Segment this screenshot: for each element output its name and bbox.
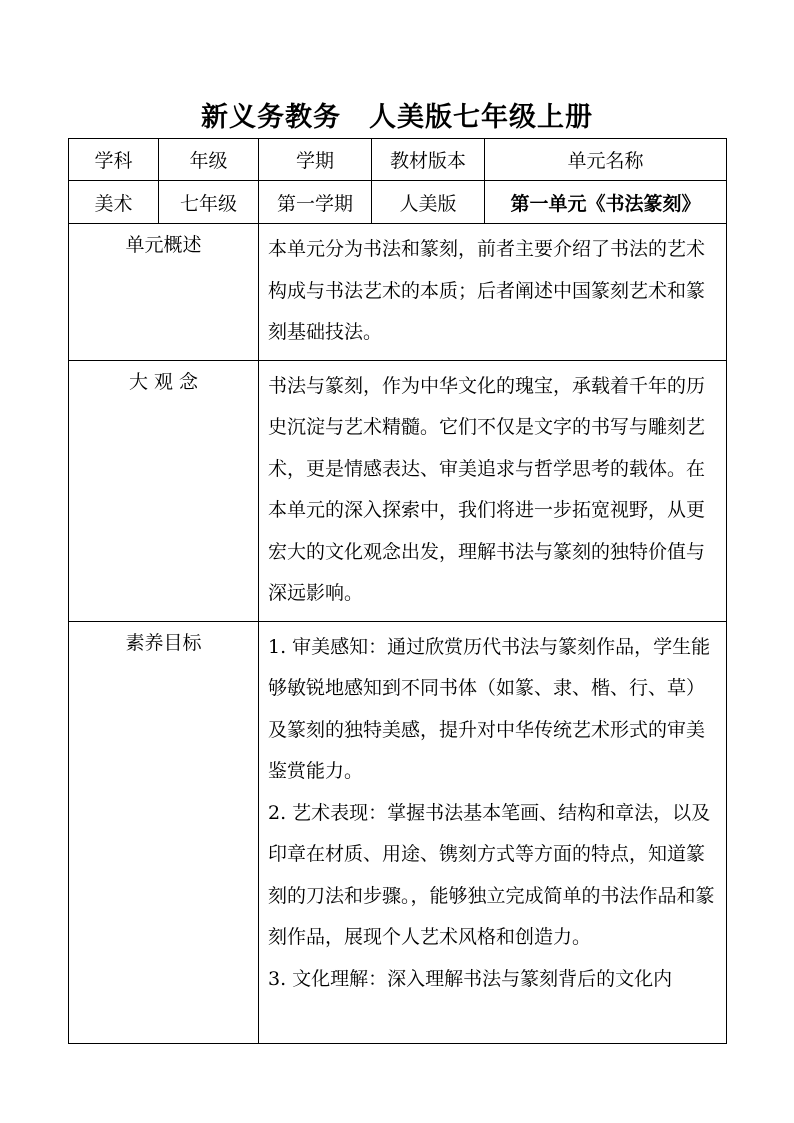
literacy-goal-item: 1. 审美感知：通过欣赏历代书法与篆刻作品，学生能够敏锐地感知到不同书体（如篆、隶、楷、行、草）及篆刻的独特美感，提升对中华传统艺术形式的审美鉴赏能力。 [268,635,711,782]
value-grade: 七年级 [159,181,259,224]
header-term: 学期 [259,139,372,181]
big-concept-row [69,360,727,621]
value-subject: 美术 [69,181,159,224]
header-edition: 教材版本 [372,139,485,181]
literacy-goal-item: 3. 文化理解：深入理解书法与篆刻背后的文化内 [268,967,673,990]
overview-cell [259,224,727,361]
header-subject: 学科 [69,139,159,181]
unit-plan-table [68,138,727,1044]
value-edition: 人美版 [372,181,485,224]
header-grade: 年级 [159,139,259,181]
value-term: 第一学期 [259,181,372,224]
big-concept-label: 大 观 念 [69,360,259,621]
page-title: 新义务教务 人美版七年级上册 [201,102,593,133]
literacy-goals-label: 素养目标 [69,621,259,1043]
header-unit-name: 单元名称 [485,139,727,181]
value-unit-name: 第一单元《书法篆刻》 [485,181,727,224]
header-row [69,139,727,181]
overview-row [69,224,727,361]
literacy-goal-item: 2. 艺术表现：掌握书法基本笔画、结构和章法，以及印章在材质、用途、镌刻方式等方面的特点，知道篆刻的刀法和步骤。，能够独立完成简单的书法作品和篆刻作品，展现个人艺术风格和创造力。 [268,801,715,948]
value-row [69,181,727,224]
literacy-goals-cell [259,621,727,1043]
overview-label: 单元概述 [69,224,259,361]
overview-text: 本单元分为书法和篆刻，前者主要介绍了书法的艺术构成与书法艺术的本质；后者阐述中国篆刻艺术和篆刻基础技法。 [268,238,706,343]
literacy-goals-row [69,621,727,1043]
big-concept-cell [259,360,727,621]
big-concept-text: 书法与篆刻，作为中华文化的瑰宝，承载着千年的历史沉淀与艺术精髓。它们不仅是文字的书写与雕刻艺术，更是情感表达、审美追求与哲学思考的载体。在本单元的深入探索中，我们将进一步拓宽视野，从更宏大的文化观念出发，理解书法与篆刻的独特价值与深远影响。 [268,374,706,604]
